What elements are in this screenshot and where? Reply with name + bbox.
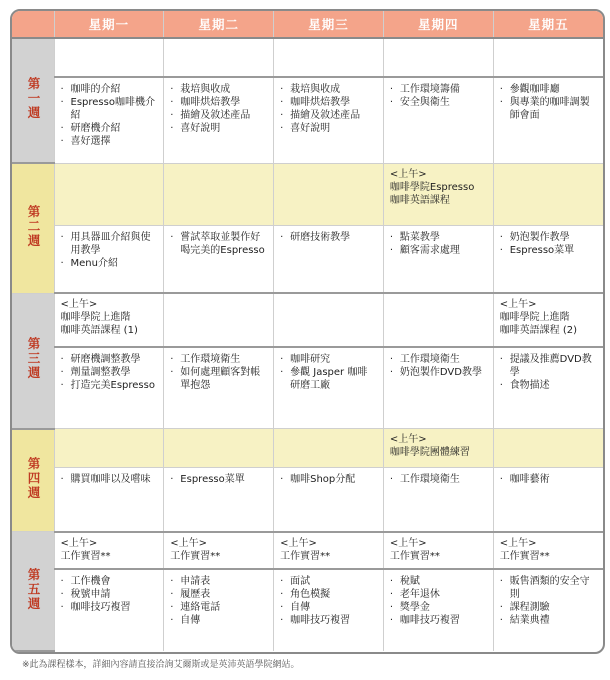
morning-session: <上午> 咖啡學院Espresso 咖啡英語課程 <box>389 168 475 206</box>
week-3-bottom-row <box>12 347 603 429</box>
topic-item: ‧ 稅號申請 <box>61 588 158 601</box>
week-4-day-5-morning <box>493 429 603 468</box>
topic-item: ‧ 食物描述 <box>500 379 597 392</box>
topic-item: ‧ 咖啡烘焙教學 <box>170 96 267 109</box>
week-3-day-1-morning <box>54 293 164 346</box>
week-3-day-2-morning <box>164 293 274 346</box>
week-label-3 <box>12 293 54 429</box>
header-corner <box>12 11 54 38</box>
topic-list <box>500 575 597 627</box>
week-4-day-3-morning <box>274 429 384 468</box>
topic-item: ‧ 履歷表 <box>170 588 267 601</box>
week-3-day-4-topics <box>383 347 493 429</box>
week-4-bottom-row <box>12 468 603 532</box>
topic-list <box>500 83 597 122</box>
topic-item: ‧ 如何處理顧客對帳單抱怨 <box>170 366 267 392</box>
topic-list <box>500 353 597 392</box>
week-label-5 <box>12 532 54 651</box>
topic-item: ‧ 參觀咖啡廳 <box>500 83 597 96</box>
topic-item: ‧ 描繪及敘述產品 <box>280 109 377 122</box>
header-day-3: 星期三 <box>274 11 384 38</box>
week-5-day-1-topics <box>54 569 164 651</box>
topic-list <box>170 83 267 135</box>
week-5-bottom-row <box>12 569 603 651</box>
topic-item: ‧ 連絡電話 <box>170 601 267 614</box>
topic-item: ‧ 獎學金 <box>390 601 487 614</box>
week-4-day-2-topics <box>164 468 274 532</box>
topic-item: ‧ 奶泡製作教學 <box>500 231 597 244</box>
week-1-bottom-row <box>12 77 603 163</box>
topic-item: ‧ 劑量調整教學 <box>61 366 158 379</box>
topic-item: ‧ 用具器皿介紹與使用教學 <box>61 231 158 257</box>
topic-item: ‧ 提議及推薦DVD教學 <box>500 353 597 379</box>
topic-item: ‧ 咖啡技巧複習 <box>61 601 158 614</box>
topic-item: ‧ Espresso菜單 <box>500 244 597 257</box>
week-2-day-3-morning <box>274 163 384 225</box>
topic-list <box>61 353 158 392</box>
week-1-day-4-morning <box>383 38 493 77</box>
topic-item: ‧ 咖啡技巧複習 <box>390 614 487 627</box>
week-label-text: 第二週 <box>26 205 41 249</box>
morning-session: <上午> 工作實習** <box>170 537 221 562</box>
week-4-day-2-morning <box>164 429 274 468</box>
week-1-day-1-topics <box>54 77 164 163</box>
morning-session: <上午> 咖啡學院上進階 咖啡英語課程 (1) <box>60 299 138 337</box>
week-2-bottom-row <box>12 225 603 293</box>
topic-item: ‧ 課程測驗 <box>500 601 597 614</box>
morning-session: <上午> 咖啡學院上進階 咖啡英語課程 (2) <box>499 299 578 337</box>
topic-list <box>280 83 377 135</box>
header-day-5: 星期五 <box>493 11 603 38</box>
week-1-day-5-morning <box>493 38 603 77</box>
week-3-day-4-morning <box>383 293 493 346</box>
topic-item: ‧ Espresso咖啡機介紹 <box>61 96 158 122</box>
week-5-top-row <box>12 532 603 569</box>
week-label-text: 第一週 <box>26 77 41 121</box>
morning-session: <上午> 工作實習** <box>280 537 331 562</box>
week-5-day-2-morning <box>164 532 274 569</box>
footnote: ※此為課程樣本，詳細內容請直接洽詢艾爾斯或是英沛英語學院網站。 <box>22 660 300 670</box>
topic-item: ‧ 老年退休 <box>390 588 487 601</box>
topic-item: ‧ 結業典禮 <box>500 614 597 627</box>
week-4-day-3-topics <box>274 468 384 532</box>
topic-list <box>61 473 158 486</box>
topic-list <box>500 231 597 257</box>
week-5-day-1-morning <box>54 532 164 569</box>
topic-item: ‧ 工作環境衛生 <box>170 353 267 366</box>
topic-list <box>280 473 377 486</box>
topic-item: ‧ 購買咖啡以及嚐味 <box>61 473 158 486</box>
topic-list <box>280 575 377 627</box>
week-3-day-3-morning <box>274 293 384 346</box>
topic-item: ‧ 販售酒類的安全守則 <box>500 575 597 601</box>
header-row <box>12 11 603 38</box>
topic-list <box>170 575 267 627</box>
schedule-frame <box>10 9 605 654</box>
topic-list <box>61 83 158 148</box>
week-4-day-1-morning <box>54 429 164 468</box>
topic-item: ‧ 喜好說明 <box>280 122 377 135</box>
topic-item: ‧ 咖啡烘焙教學 <box>280 96 377 109</box>
week-3-day-5-topics <box>493 347 603 429</box>
topic-item: ‧ 研磨機調整教學 <box>61 353 158 366</box>
week-1-day-3-topics <box>274 77 384 163</box>
week-label-text: 第五週 <box>26 567 41 612</box>
topic-item: ‧ 角色模擬 <box>280 588 377 601</box>
week-2-day-1-topics <box>54 225 164 293</box>
topic-item: ‧ 喜好說明 <box>170 122 267 135</box>
week-5-day-4-morning <box>383 532 493 569</box>
topic-item: ‧ 栽培與收成 <box>170 83 267 96</box>
topic-item: ‧ 喜好選擇 <box>61 135 158 148</box>
week-1-day-2-topics <box>164 77 274 163</box>
week-label-text: 第三週 <box>26 337 41 381</box>
topic-item: ‧ 顧客需求處理 <box>390 244 487 257</box>
topic-item: ‧ 咖啡藝術 <box>500 473 597 486</box>
topic-item: ‧ 研磨技術教學 <box>280 231 377 244</box>
topic-item: ‧ 咖啡的介紹 <box>61 83 158 96</box>
week-1-day-2-morning <box>164 38 274 77</box>
week-3-day-2-topics <box>164 347 274 429</box>
week-2-top-row <box>12 163 603 225</box>
week-label-4 <box>12 429 54 532</box>
topic-item: ‧ Espresso菜單 <box>170 473 267 486</box>
week-2-day-4-morning <box>383 163 493 225</box>
topic-list <box>170 473 267 486</box>
topic-item: ‧ 工作環境衛生 <box>390 473 487 486</box>
topic-item: ‧ 咖啡Shop分配 <box>280 473 377 486</box>
week-4-day-4-morning <box>383 429 493 468</box>
topic-list <box>390 353 487 379</box>
week-2-day-5-morning <box>493 163 603 225</box>
week-5-day-4-topics <box>383 569 493 651</box>
week-4-day-1-topics <box>54 468 164 532</box>
header-day-1: 星期一 <box>54 11 164 38</box>
topic-item: ‧ 奶泡製作DVD教學 <box>390 366 487 379</box>
week-1-top-row <box>12 38 603 77</box>
morning-session: <上午> 工作實習** <box>389 537 440 562</box>
topic-list <box>390 575 487 627</box>
week-1-day-5-topics <box>493 77 603 163</box>
week-5-day-5-morning <box>493 532 603 569</box>
topic-item: ‧ 面試 <box>280 575 377 588</box>
week-4-top-row <box>12 429 603 468</box>
morning-session: <上午> 工作實習** <box>499 537 550 562</box>
topic-item: ‧ 咖啡技巧複習 <box>280 614 377 627</box>
week-3-day-1-topics <box>54 347 164 429</box>
week-4-day-4-topics <box>383 468 493 532</box>
topic-item: ‧ 自傳 <box>280 601 377 614</box>
week-5-day-2-topics <box>164 569 274 651</box>
topic-list <box>61 575 158 614</box>
week-2-day-2-morning <box>164 163 274 225</box>
topic-list <box>500 473 597 486</box>
topic-list <box>390 231 487 257</box>
week-4-day-5-topics <box>493 468 603 532</box>
topic-list <box>280 231 377 244</box>
topic-item: ‧ 栽培與收成 <box>280 83 377 96</box>
week-5-day-3-morning <box>274 532 384 569</box>
week-2-day-3-topics <box>274 225 384 293</box>
week-2-day-4-topics <box>383 225 493 293</box>
topic-item: ‧ 申請表 <box>170 575 267 588</box>
topic-item: ‧ 工作環境籌備 <box>390 83 487 96</box>
topic-item: ‧ Menu介紹 <box>61 257 158 270</box>
topic-item: ‧ 打造完美Espresso <box>61 379 158 392</box>
week-5-day-5-topics <box>493 569 603 651</box>
topic-item: ‧ 研磨機介紹 <box>61 122 158 135</box>
topic-item: ‧ 工作環境衛生 <box>390 353 487 366</box>
topic-item: ‧ 自傳 <box>170 614 267 627</box>
topic-item: ‧ 咖啡研究 <box>280 353 377 366</box>
week-1-day-1-morning <box>54 38 164 77</box>
header-day-2: 星期二 <box>164 11 274 38</box>
week-2-day-5-topics <box>493 225 603 293</box>
week-2-day-1-morning <box>54 163 164 225</box>
topic-item: ‧ 點菜教學 <box>390 231 487 244</box>
week-3-day-5-morning <box>493 293 603 346</box>
week-1-day-4-topics <box>383 77 493 163</box>
topic-item: ‧ 工作機會 <box>61 575 158 588</box>
schedule-table <box>12 11 603 652</box>
morning-session: <上午> 咖啡學院團體練習 <box>389 434 470 459</box>
topic-list <box>170 353 267 392</box>
week-3-top-row <box>12 293 603 346</box>
topic-list <box>280 353 377 392</box>
topic-item: ‧ 與專業的咖啡調製師會面 <box>500 96 597 122</box>
topic-item: ‧ 安全與衛生 <box>390 96 487 109</box>
header-day-4: 星期四 <box>383 11 493 38</box>
topic-item: ‧ 描繪及敘述產品 <box>170 109 267 122</box>
week-2-day-2-topics <box>164 225 274 293</box>
morning-session: <上午> 工作實習** <box>60 537 111 562</box>
topic-list <box>170 231 267 257</box>
topic-item: ‧ 稅賦 <box>390 575 487 588</box>
week-5-day-3-topics <box>274 569 384 651</box>
week-label-text: 第四週 <box>26 457 41 501</box>
week-1-day-3-morning <box>274 38 384 77</box>
week-label-1 <box>12 38 54 163</box>
topic-list <box>390 83 487 109</box>
topic-item: ‧ 嘗試萃取並製作好喝完美的Espresso <box>170 231 267 257</box>
topic-list <box>61 231 158 270</box>
topic-list <box>390 473 487 486</box>
week-label-2 <box>12 163 54 293</box>
week-3-day-3-topics <box>274 347 384 429</box>
topic-item: ‧ 參觀 Jasper 咖啡研磨工廠 <box>280 366 377 392</box>
